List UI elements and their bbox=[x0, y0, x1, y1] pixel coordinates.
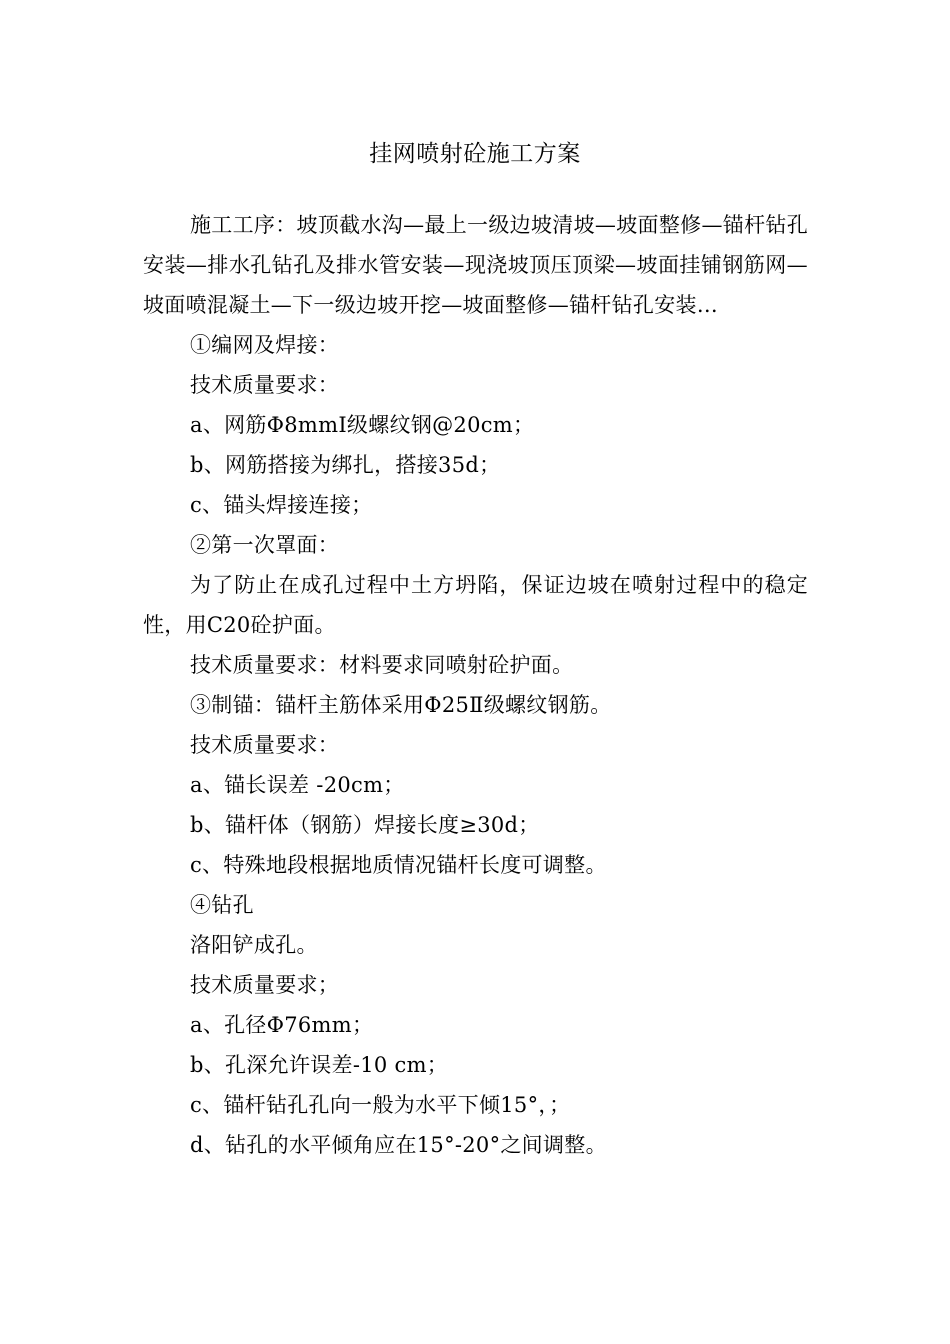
list-item: a、网筋Φ8mmI级螺纹钢@20cm； bbox=[190, 413, 535, 437]
quality-requirements-label: 技术质量要求； bbox=[190, 973, 340, 997]
quality-requirements-label: 技术质量要求： bbox=[190, 733, 340, 757]
quality-requirements-label: 技术质量要求：材料要求同喷射砼护面。 bbox=[190, 653, 574, 677]
section-heading-drilling: ④钻孔 bbox=[190, 893, 254, 917]
list-item: b、锚杆体（钢筋）焊接长度≥30d； bbox=[190, 813, 540, 837]
list-item: c、锚杆钻孔孔向一般为水平下倾15°，； bbox=[190, 1093, 571, 1117]
document-body bbox=[143, 205, 808, 1165]
section-heading-anchor-making: ③制锚：锚杆主筋体采用Φ25Ⅱ级螺纹钢筋。 bbox=[190, 693, 612, 717]
list-item: b、网筋搭接为绑扎，搭接35d； bbox=[190, 453, 501, 477]
section-heading-first-cover: ②第一次罩面： bbox=[190, 533, 340, 557]
list-item: b、孔深允许误差-10 cm； bbox=[190, 1053, 449, 1077]
section-heading-mesh-welding: ①编网及焊接： bbox=[190, 333, 340, 357]
quality-requirements-label: 技术质量要求： bbox=[190, 373, 340, 397]
list-item: a、锚长误差 -20cm； bbox=[190, 773, 405, 797]
paragraph-construction-sequence: 施工工序：坡顶截水沟—最上一级边坡清坡—坡面整修—锚杆钻孔安装—排水孔钻孔及排水管安装—现浇坡顶压顶梁—坡面挂铺钢筋网—坡面喷混凝土—下一级边坡开挖—坡面整修—锚杆钻孔安装… bbox=[143, 213, 808, 317]
list-item: a、孔径Φ76mm； bbox=[190, 1013, 374, 1037]
list-item: c、锚头焊接连接； bbox=[190, 493, 373, 517]
paragraph-first-cover: 为了防止在成孔过程中土方坍陷，保证边坡在喷射过程中的稳定性，用C20砼护面。 bbox=[143, 573, 808, 637]
document-title: 挂网喷射砼施工方案 bbox=[369, 141, 581, 167]
paragraph-drilling-method: 洛阳铲成孔。 bbox=[190, 933, 318, 957]
list-item: c、特殊地段根据地质情况锚杆长度可调整。 bbox=[190, 853, 607, 877]
list-item: d、钻孔的水平倾角应在15°-20°之间调整。 bbox=[190, 1133, 607, 1157]
